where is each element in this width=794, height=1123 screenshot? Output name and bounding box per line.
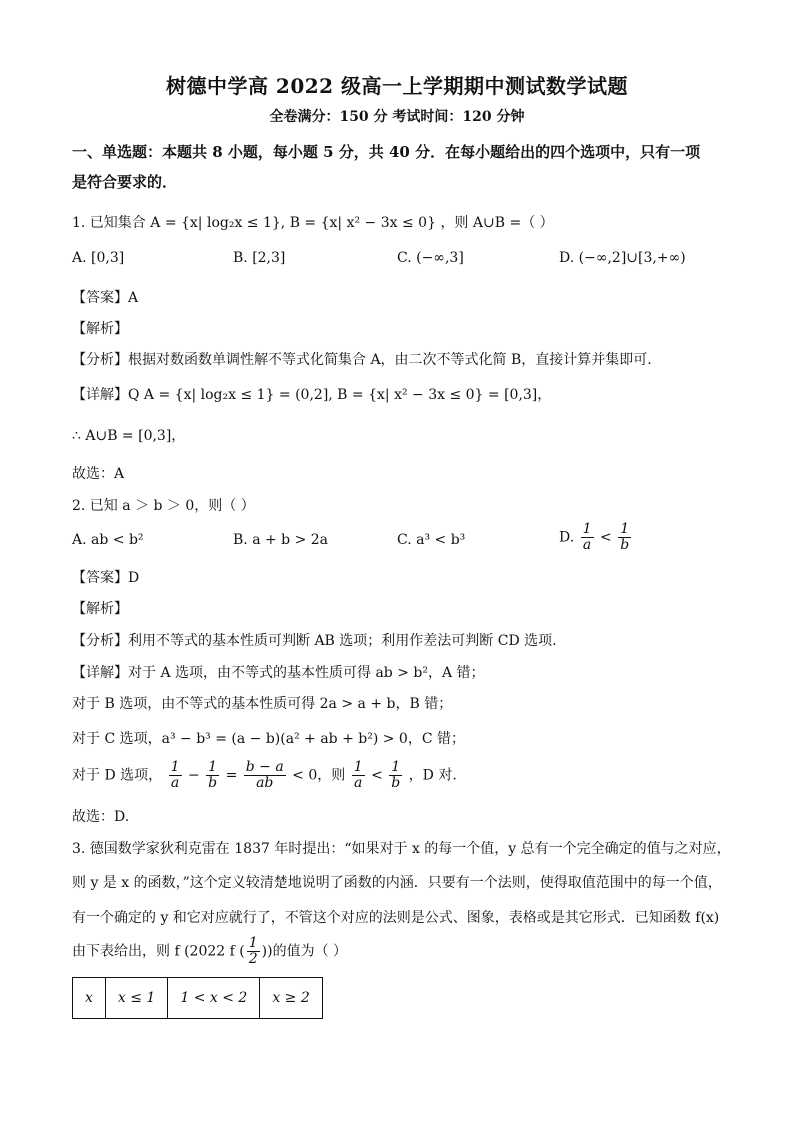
frac-denominator: b	[620, 537, 630, 553]
q2-line-d-prefix: 对于 D 选项，	[72, 767, 163, 784]
q2-answer: 【答案】D	[72, 570, 140, 586]
q3-line4	[72, 936, 347, 967]
q2-line-d-frac4	[352, 760, 365, 791]
q2-line-d	[72, 760, 457, 791]
q1-stem-math: A = {x| log₂x ≤ 1}, B = {x| x² − 3x ≤ 0}	[150, 215, 436, 231]
q2-xiangjie-a: 【详解】对于 A 选项，由不等式的基本性质可得 ab > b²，A 错；	[72, 665, 485, 681]
page-subtitle: 全卷满分：150 分 考试时间：120 分钟	[269, 109, 525, 125]
page-title: 树德中学高 2022 级高一上学期期中测试数学试题	[165, 74, 629, 98]
q2-line-d-frac5	[389, 760, 402, 791]
less-than-sign: <	[371, 767, 383, 784]
frac-numerator: b − a	[245, 759, 284, 775]
q2-line-d-suffix: ，D 对.	[408, 767, 457, 784]
q2-choose: 故选：D.	[72, 809, 130, 825]
frac-numerator: 1	[389, 760, 402, 776]
q2-fenxi: 【分析】利用不等式的基本性质可判断 AB 选项；利用作差法可判断 CD 选项.	[72, 633, 557, 649]
table-cell-x: x	[73, 978, 106, 1019]
q3-line4-suffix: ))的值为（ ）	[261, 943, 348, 960]
equals-sign: =	[225, 767, 238, 784]
frac-numerator: 1	[353, 759, 363, 775]
q3-function-table	[72, 977, 323, 1019]
frac-denominator: 2	[248, 951, 258, 967]
frac-denominator: a	[353, 775, 363, 791]
frac-denominator: b	[391, 775, 401, 791]
frac-denominator: a	[582, 537, 592, 553]
q3-line2: 则 y 是 x 的函数，”这个定义较清楚地说明了函数的内涵．只要有一个法则，使得取值范围中的每一个值，	[72, 875, 722, 891]
q2-line-d-frac1	[169, 760, 182, 791]
q3-line3: 有一个确定的 y 和它对应就行了，不管这个对应的法则是公式、图象，表格或是其它形式．已知函数 f(x)	[72, 910, 720, 926]
section-heading-line1: 一、单选题：本题共 8 小题，每小题 5 分，共 40 分．在每小题给出的四个选项中，只有一项	[72, 143, 701, 161]
frac-denominator: ab	[256, 775, 274, 791]
q2-line-b: 对于 B 选项，由不等式的基本性质可得 2a > a + b，B 错；	[72, 696, 453, 712]
q2-option-a: A. ab < b²	[72, 532, 144, 548]
q2-option-d-lt: <	[600, 529, 612, 546]
q1-analysis-label: 【解析】	[72, 321, 128, 337]
frac-numerator: 1	[248, 935, 258, 951]
table-cell-range3: x ≥ 2	[260, 978, 322, 1019]
q1-stem-suffix: ，则 A∪B =（ ）	[440, 215, 554, 231]
q1-choose: 故选：A	[72, 466, 125, 482]
q2-option-d-frac1	[581, 522, 594, 553]
frac-numerator: 1	[170, 759, 180, 775]
q2-line-c: 对于 C 选项，a³ − b³ = (a − b)(a² + ab + b²) > 0，C 错；	[72, 731, 465, 747]
q2-option-b: B. a + b > 2a	[233, 532, 329, 548]
q1-fenxi: 【分析】根据对数函数单调性解不等式化简集合 A，由二次不等式化简 B，直接计算并集即可.	[72, 352, 652, 368]
table-row	[73, 978, 323, 1019]
q1-therefore: ∴ A∪B = [0,3]，	[72, 428, 186, 444]
frac-numerator: 1	[618, 522, 631, 538]
q3-line4-prefix: 由下表给出，则 f (2022 f (	[72, 943, 245, 960]
q2-line-d-frac3	[244, 760, 286, 791]
frac-numerator: 1	[206, 760, 219, 776]
table-cell-range1: x ≤ 1	[105, 978, 167, 1019]
q2-option-d	[559, 522, 633, 553]
frac-numerator: 1	[582, 521, 592, 537]
q2-option-c: C. a³ < b³	[397, 532, 466, 548]
q2-analysis-label: 【解析】	[72, 601, 128, 617]
q1-option-c: C. (−∞,3]	[397, 250, 464, 266]
q1-option-b: B. [2,3]	[233, 250, 286, 266]
q2-option-d-label: D.	[559, 529, 575, 546]
q2-option-d-frac2	[618, 522, 631, 553]
q2-line-d-frac2	[206, 760, 219, 791]
q3-line4-frac	[247, 936, 260, 967]
frac-denominator: a	[170, 775, 180, 791]
minus-sign: −	[187, 767, 200, 784]
table-cell-range2: 1 < x < 2	[168, 978, 260, 1019]
q1-answer: 【答案】A	[72, 290, 139, 306]
section-heading-line2: 是符合要求的．	[72, 173, 178, 191]
q1-option-a: A. [0,3]	[72, 250, 125, 266]
q1-xiangjie: 【详解】Q A = {x| log₂x ≤ 1} = (0,2], B = {x| x² − 3x ≤ 0} = [0,3]，	[72, 387, 552, 403]
q1-stem-prefix: 1. 已知集合	[72, 215, 146, 231]
q1-option-d: D. (−∞,2]∪[3,+∞)	[559, 250, 686, 266]
q1-stem	[72, 212, 554, 232]
q2-line-d-mid: < 0，则	[292, 767, 346, 784]
q2-stem: 2. 已知 a ＞ b ＞ 0，则（ ）	[72, 498, 255, 514]
q3-line1: 3. 德国数学家狄利克雷在 1837 年时提出：“如果对于 x 的每一个值，y 总有一个完全确定的值与之对应，	[72, 841, 731, 857]
frac-denominator: b	[208, 775, 218, 791]
